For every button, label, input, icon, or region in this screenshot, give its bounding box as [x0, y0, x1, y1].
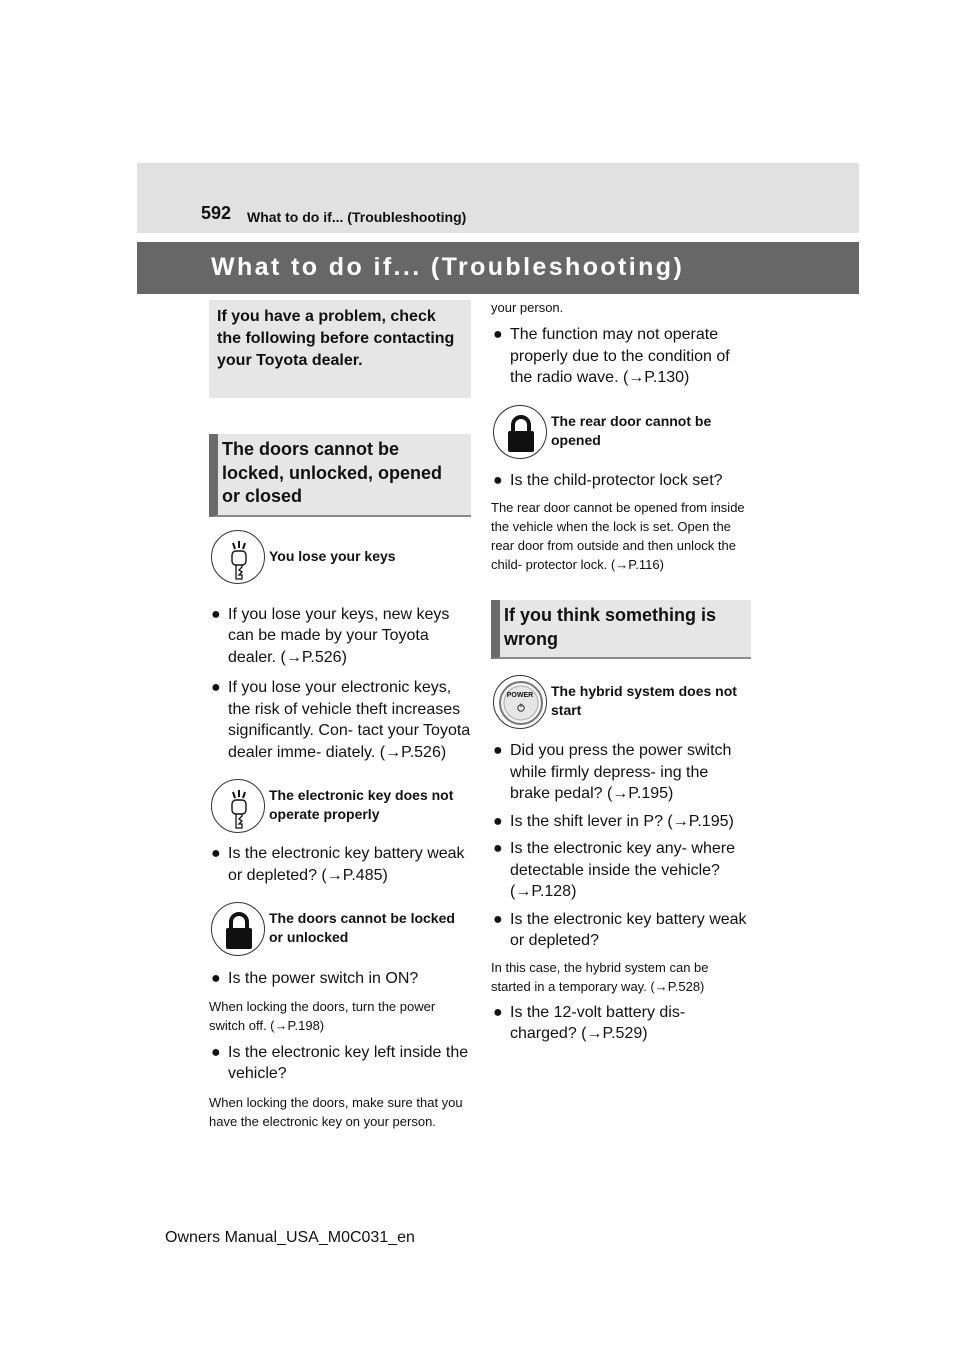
subsection-key-not-operate — [209, 779, 471, 835]
chapter-title-bar — [137, 242, 859, 294]
key-icon — [211, 530, 265, 584]
key-icon — [211, 779, 265, 833]
subsection-title: You lose your keys — [269, 547, 396, 564]
subsection-rear-door — [491, 405, 751, 461]
list-item: ● Is the shift lever in P? (→P.195) — [493, 812, 734, 830]
section-heading-wrong: If you think something is wrong — [491, 600, 751, 659]
list-item: ● If you lose your keys, new keys can be made by your Toyota dealer. (→P.526) — [211, 605, 450, 666]
list-item: ● Is the electronic key battery weak or depleted? — [493, 910, 747, 949]
header-band — [137, 163, 859, 233]
subsection-hybrid — [491, 675, 751, 731]
list-item: ● Is the power switch in ON? — [211, 970, 419, 987]
note-text: When locking the doors, turn the power switch off. (→P.198) — [209, 998, 436, 1033]
footer-text: Owners Manual_USA_M0C031_en — [165, 1229, 415, 1246]
note-text: When locking the doors, make sure that you have the electronic key on your person. — [209, 1094, 463, 1129]
list-item: ● Is the child-protector lock set? — [493, 471, 723, 489]
padlock-icon — [211, 902, 265, 956]
list-item: ● Is the 12-volt battery dis- charged? (→P.529) — [493, 1003, 686, 1042]
power-button-icon — [493, 675, 547, 729]
subsection-title: The hybrid system does not start — [551, 683, 737, 718]
right-column — [491, 300, 751, 1045]
subsection-title: The electronic key does not operate properly — [269, 787, 454, 822]
list-item: ● Is the electronic key any- where detectable inside the vehicle? (→P.128) — [493, 840, 735, 900]
list-item: ● Is the electronic key battery weak or depleted? (→P.485) — [211, 845, 465, 884]
section-heading-doors: The doors cannot be locked, unlocked, opened or closed — [209, 434, 471, 517]
note-text: In this case, the hybrid system can be started in a temporary way. (→P.528) — [491, 959, 709, 994]
note-text: The rear door cannot be opened from inside the vehicle when the lock is set. Open the rear door from outside and then unlock the child- protector lock. (→P.116) — [491, 500, 745, 572]
intro-box: If you have a problem, check the following before contacting your Toyota dealer. — [209, 300, 471, 398]
running-header-title: What to do if... (Troubleshooting) — [247, 209, 467, 225]
note-continuation: your person. — [491, 300, 564, 315]
list-item: ● Did you press the power switch while firmly depress- ing the brake pedal? (→P.195) — [493, 742, 732, 802]
page-number: 592 — [201, 203, 232, 223]
subsection-title: The doors cannot be locked or unlocked — [269, 910, 455, 945]
list-item: ● The function may not operate properly due to the condition of the radio wave. (→P.130) — [493, 326, 730, 386]
padlock-icon — [493, 405, 547, 459]
chapter-title: What to do if... (Troubleshooting) — [211, 253, 685, 281]
list-item: ● If you lose your electronic keys, the risk of vehicle theft increases significantly. Con- tact your Toyota dealer imme- diately. (→P.526) — [211, 679, 471, 761]
subsection-title: The rear door cannot be opened — [551, 412, 712, 448]
left-column — [209, 300, 471, 1131]
subsection-doors-lock — [209, 902, 471, 958]
list-item: ● Is the electronic key left inside the vehicle? — [211, 1043, 469, 1082]
subsection-lose-keys — [209, 530, 471, 586]
power-button-label: POWER — [506, 692, 534, 699]
